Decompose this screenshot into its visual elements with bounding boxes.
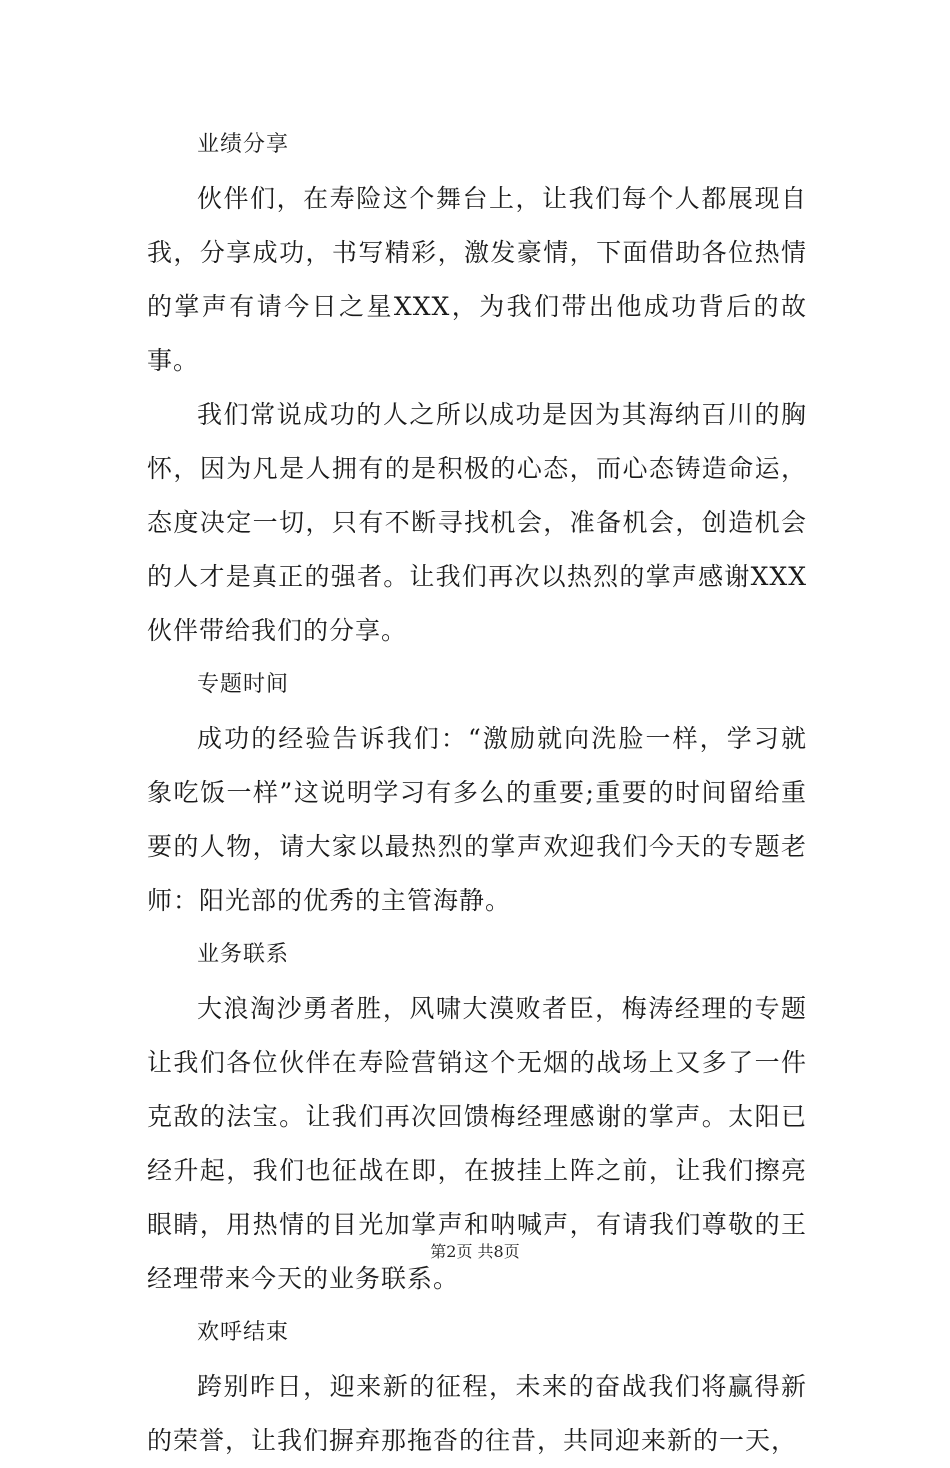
section-heading: 专题时间 xyxy=(197,672,290,697)
section-topic-time xyxy=(147,658,807,928)
section-heading: 欢呼结束 xyxy=(197,1320,290,1345)
paragraph: 跨别昨日，迎来新的征程，未来的奋战我们将赢得新的荣誉，让我们摒弃那拖沓的往昔，共同迎来新的一天， xyxy=(147,1372,807,1455)
section-heading: 业务联系 xyxy=(197,942,290,967)
paragraph: 成功的经验告诉我们：“激励就向洗脸一样，学习就象吃饭一样”这说明学习有多么的重要;重要的时间留给重要的人物，请大家以最热烈的掌声欢迎我们今天的专题老师：阳光部的优秀的主管海静。 xyxy=(147,724,807,915)
section-cheer-ending xyxy=(147,1306,807,1468)
paragraph: 我们常说成功的人之所以成功是因为其海纳百川的胸怀，因为凡是人拥有的是积极的心态，而心态铸造命运，态度决定一切，只有不断寻找机会，准备机会，创造机会的人才是真正的强者。让我们再次以热烈的掌声感谢XXX伙伴带给我们的分享。 xyxy=(147,400,807,645)
page-number-label: 第2页 共8页 xyxy=(430,1242,520,1261)
paragraph: 大浪淘沙勇者胜，风啸大漠败者臣，梅涛经理的专题让我们各位伙伴在寿险营销这个无烟的战场上又多了一件克敌的法宝。让我们再次回馈梅经理感谢的掌声。太阳已经升起，我们也征战在即，在披挂上阵之前，让我们擦亮眼睛，用热情的目光加掌声和呐喊声，有请我们尊敬的王经理带来今天的业务联系。 xyxy=(147,994,807,1293)
page-footer xyxy=(0,1242,950,1262)
document-body xyxy=(147,118,807,1468)
section-heading: 业绩分享 xyxy=(197,132,290,157)
section-performance-sharing xyxy=(147,118,807,658)
paragraph: 伙伴们，在寿险这个舞台上，让我们每个人都展现自我，分享成功，书写精彩，激发豪情，下面借助各位热情的掌声有请今日之星XXX，为我们带出他成功背后的故事。 xyxy=(147,184,807,375)
